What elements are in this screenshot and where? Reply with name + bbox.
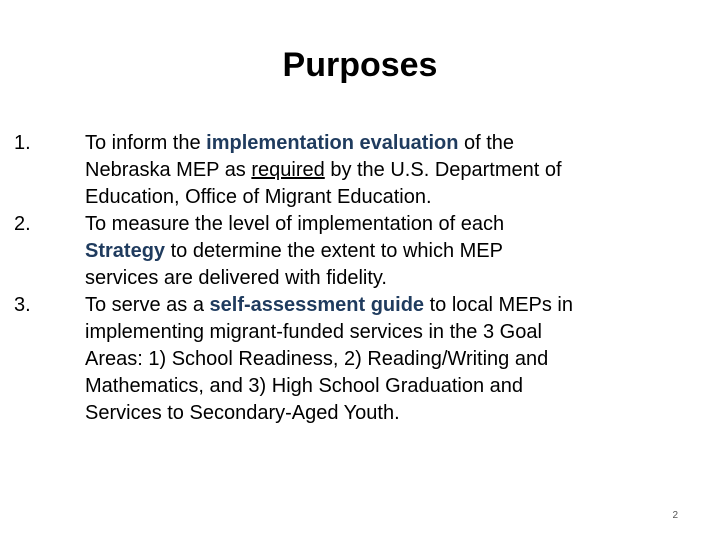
list-number: 2. (14, 213, 31, 235)
text-line (85, 238, 720, 265)
text-segment: implementing migrant-funded services in the 3 Goal (85, 321, 542, 343)
text-line (85, 184, 720, 211)
highlighted-text: Strategy (85, 240, 166, 262)
text-segment: Nebraska MEP as (85, 159, 252, 181)
text-segment: Services to Secondary-Aged Youth. (85, 402, 400, 424)
list-number: 3. (14, 294, 31, 316)
slide-title: Purposes (282, 46, 438, 84)
text-line (85, 130, 720, 157)
text-line (85, 292, 720, 319)
text-segment: by the U.S. Department of (324, 159, 562, 181)
underlined-text: required (251, 159, 325, 181)
text-line (85, 211, 720, 238)
text-line (85, 400, 720, 427)
text-line (85, 373, 720, 400)
text-segment: To inform the (85, 132, 207, 154)
highlighted-text: implementation evaluation (206, 132, 459, 154)
text-segment: of the (458, 132, 515, 154)
text-segment: Areas: 1) School Readiness, 2) Reading/Writing and (85, 348, 549, 370)
page-number: 2 (672, 510, 678, 521)
text-line (85, 319, 720, 346)
highlighted-text: self-assessment guide (209, 294, 425, 316)
text-line (85, 157, 720, 184)
text-segment: To measure the level of implementation of each (85, 213, 505, 235)
text-segment: to determine the extent to which MEP (165, 240, 503, 262)
text-line (85, 265, 720, 292)
list-item (0, 292, 720, 427)
list-item (0, 211, 720, 292)
purposes-list (0, 130, 720, 427)
text-segment: Mathematics, and 3) High School Graduation and (85, 375, 524, 397)
text-segment: To serve as a (85, 294, 210, 316)
list-item (0, 130, 720, 211)
text-line (85, 346, 720, 373)
list-number: 1. (14, 132, 31, 154)
text-segment: services are delivered with fidelity. (85, 267, 387, 289)
text-segment: to local MEPs in (424, 294, 573, 316)
text-segment: Education, Office of Migrant Education. (85, 186, 432, 208)
